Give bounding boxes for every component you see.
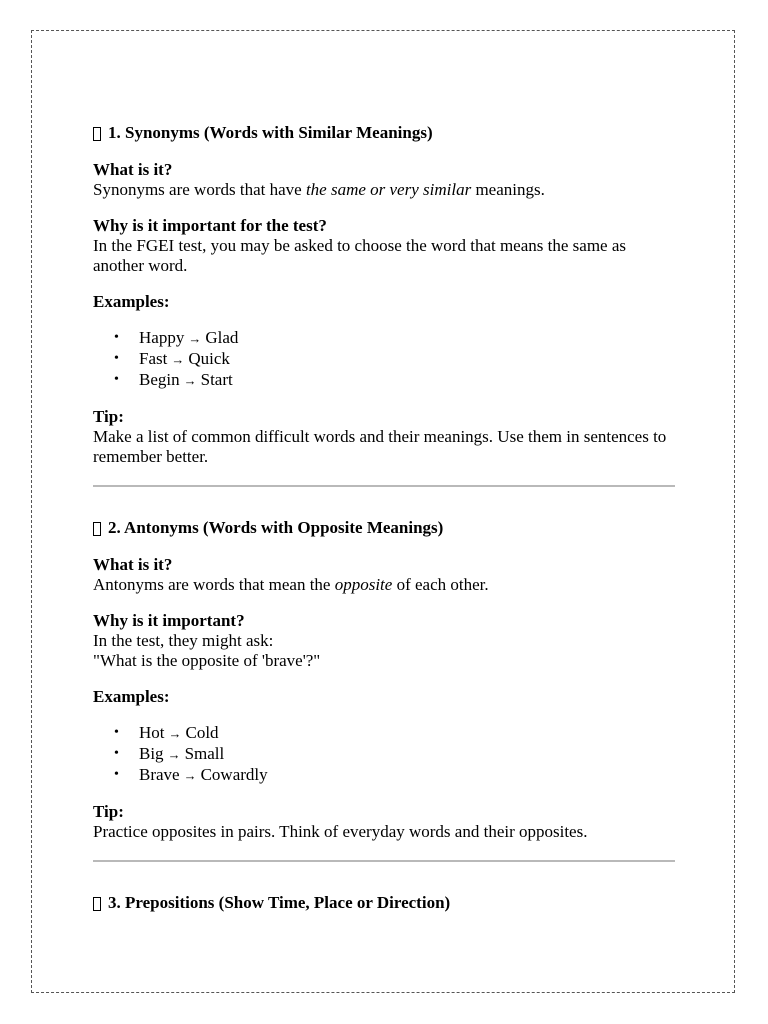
list-item	[139, 328, 678, 349]
why-text: In the FGEI test, you may be asked to choose the word that means the same as another word.	[93, 236, 627, 275]
why-text-line-1: In the test, they might ask:	[93, 631, 274, 650]
tip-label: Tip:	[93, 407, 124, 426]
examples-label: Examples:	[93, 687, 170, 706]
section-title-text: 1. Synonyms (Words with Similar Meanings)	[108, 123, 433, 142]
section-title	[93, 517, 678, 539]
example-word: Happy	[139, 328, 185, 347]
what-label: What is it?	[93, 555, 173, 574]
book-icon	[93, 127, 101, 141]
example-match: Start	[200, 370, 233, 389]
example-word: Big	[139, 744, 164, 763]
what-text-emphasis: the same or very similar	[305, 180, 472, 199]
what-text-pre: Antonyms are words that mean the	[93, 575, 335, 594]
section-synonyms	[93, 122, 678, 487]
examples-block	[93, 292, 678, 391]
arrow-icon: →	[168, 726, 182, 741]
list-item	[139, 349, 678, 370]
examples-list	[93, 723, 678, 786]
section-prepositions	[93, 892, 678, 914]
what-block	[93, 555, 678, 595]
why-label: Why is it important?	[93, 611, 245, 630]
arrow-icon: →	[183, 768, 197, 783]
examples-label: Examples:	[93, 292, 170, 311]
example-match: Glad	[205, 328, 239, 347]
arrow-icon: →	[171, 352, 185, 367]
why-block	[93, 611, 678, 671]
section-divider	[93, 860, 675, 862]
why-block	[93, 216, 678, 276]
example-word: Hot	[139, 723, 165, 742]
what-block	[93, 160, 678, 200]
example-word: Brave	[139, 765, 180, 784]
arrow-icon: →	[167, 747, 181, 762]
list-item	[139, 765, 678, 786]
tip-block	[93, 802, 678, 842]
section-title	[93, 892, 678, 914]
section-title	[93, 122, 678, 144]
why-text-line-2: "What is the opposite of 'brave'?"	[93, 651, 321, 670]
list-item	[139, 370, 678, 391]
book-icon	[93, 897, 101, 911]
what-text-emphasis: opposite	[334, 575, 393, 594]
example-match: Quick	[188, 349, 230, 368]
tip-text: Make a list of common difficult words and their meanings. Use them in sentences to remember better.	[93, 427, 667, 466]
why-label: Why is it important for the test?	[93, 216, 327, 235]
list-item	[139, 723, 678, 744]
example-word: Fast	[139, 349, 168, 368]
examples-list	[93, 328, 678, 391]
what-text-post: of each other.	[392, 575, 489, 594]
section-divider	[93, 485, 675, 487]
example-match: Cold	[185, 723, 219, 742]
section-title-text: 2. Antonyms (Words with Opposite Meanings)	[108, 518, 444, 537]
list-item	[139, 744, 678, 765]
what-label: What is it?	[93, 160, 173, 179]
tip-label: Tip:	[93, 802, 124, 821]
book-icon	[93, 522, 101, 536]
example-match: Small	[184, 744, 225, 763]
example-word: Begin	[139, 370, 180, 389]
tip-block	[93, 407, 678, 467]
section-title-text: 3. Prepositions (Show Time, Place or Direction)	[108, 893, 451, 912]
what-text	[93, 180, 678, 200]
arrow-icon: →	[183, 373, 197, 388]
examples-block	[93, 687, 678, 786]
arrow-icon: →	[188, 331, 202, 346]
what-text-pre: Synonyms are words that have	[93, 180, 306, 199]
tip-text: Practice opposites in pairs. Think of everyday words and their opposites.	[93, 822, 588, 841]
what-text-post: meanings.	[471, 180, 545, 199]
document-content	[93, 122, 678, 914]
example-match: Cowardly	[200, 765, 268, 784]
what-text	[93, 575, 678, 595]
section-antonyms	[93, 517, 678, 862]
